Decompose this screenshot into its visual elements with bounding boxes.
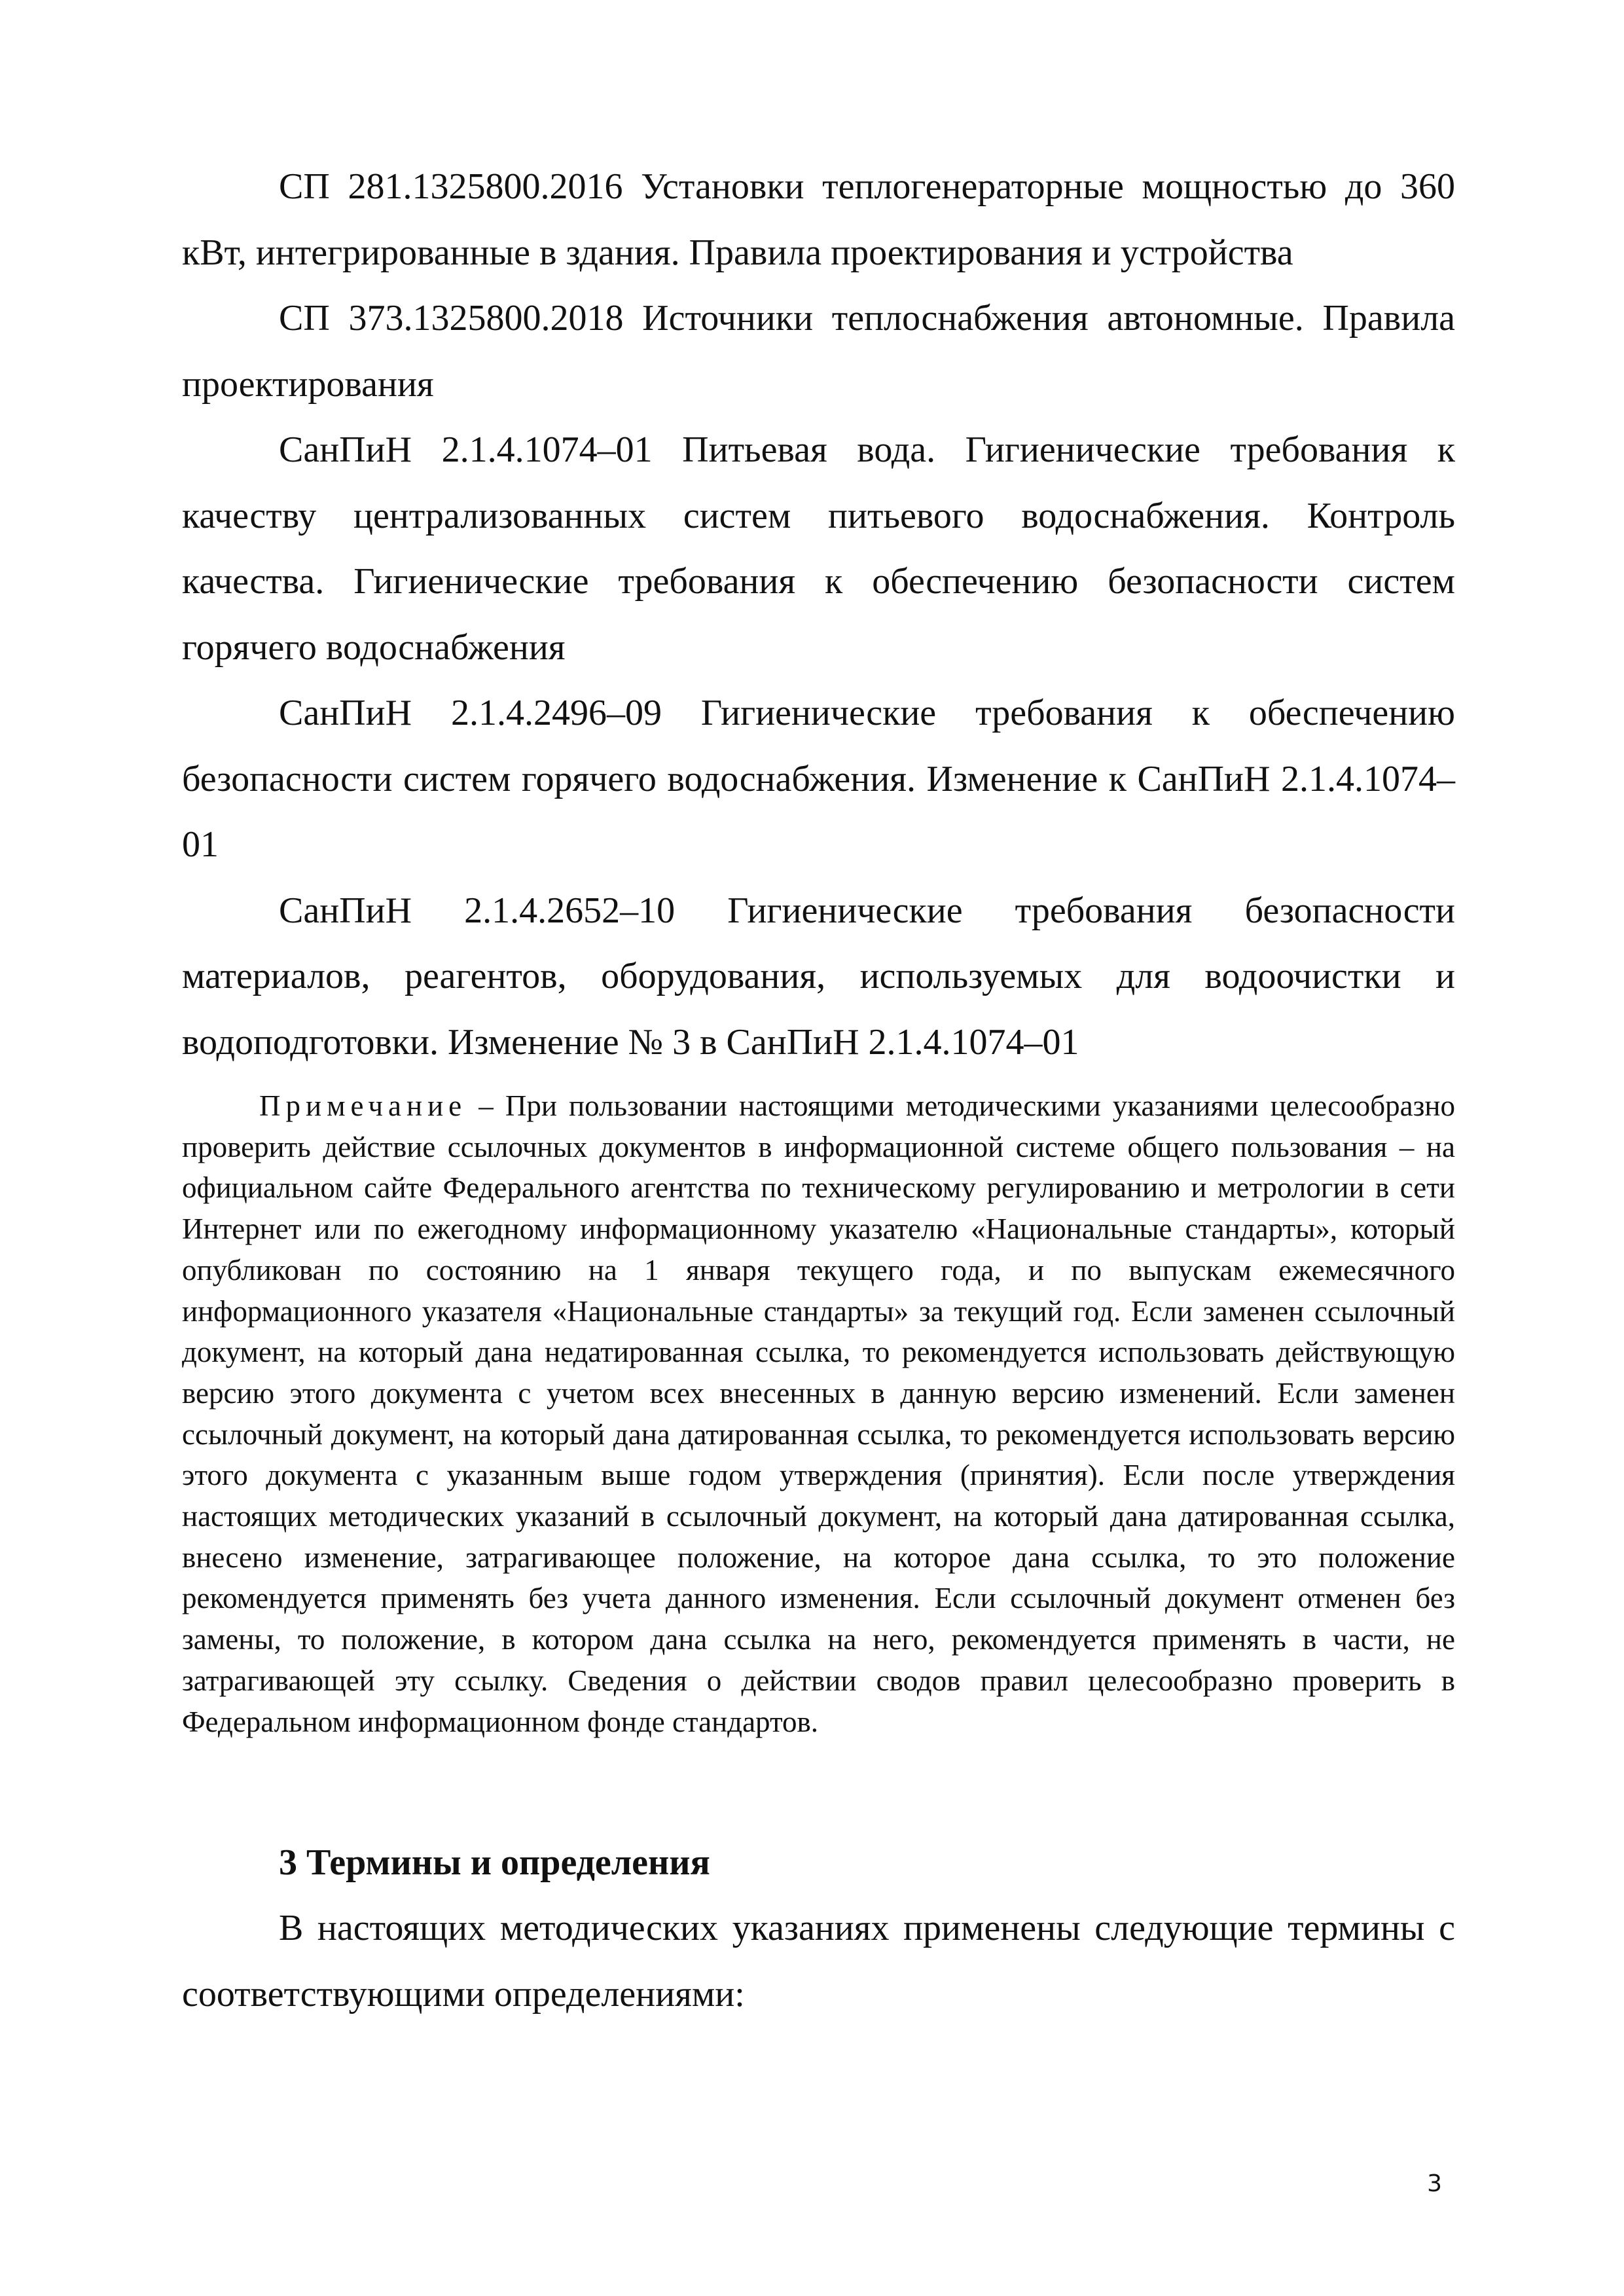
reference-item: СанПиН 2.1.4.2652–10 Гигиенические требования безопасности материалов, реагентов, оборудования, используемых для водоочистки и водоподготовки. Изменение № 3 в СанПиН 2.1.4.1074–01 (182, 890, 1455, 1063)
note-text: – При пользовании настоящими методическими указаниями целесообразно проверить действие ссылочных документов в информационной системе общего пользования – на официальном сайте Федерального агентства по техническому регулированию и метрологии в сети Интернет или по ежегодному информационному указателю «Национальные стандарты», который опубликован по состоянию на 1 января текущего года, и по выпускам ежемесячного информационного указателя «Национальные стандарты» за текущий год. Если заменен ссылочный документ, на который дана недатированная ссылка, то рекомендуется использовать действующую версию этого документа с учетом всех внесенных в данную версию изменений. Если заменен ссылочный документ, на который дана датированная ссылка, то рекомендуется использовать версию этого документа с указанным выше годом утверждения (принятия). Если после утверждения настоящих методических указаний в ссылочный документ, на который дана датированная ссылка, внесено изменение, затрагивающее положение, на которое дана ссылка, то это положение рекомендуется применять без учета данного изменения. Если ссылочный документ отменен без замены, то положение, в котором дана ссылка на него, рекомендуется применять в части, не затрагивающей эту ссылку. Сведения о действии сводов правил целесообразно проверить в Федеральном информационном фонде стандартов. (182, 1089, 1455, 1738)
note-label: Примечание (259, 1089, 467, 1122)
reference-item: СанПиН 2.1.4.2496–09 Гигиенические требования к обеспечению безопасности систем горячего водоснабжения. Изменение к СанПиН 2.1.4.1074–01 (182, 693, 1455, 865)
reference-item: СанПиН 2.1.4.1074–01 Питьевая вода. Гигиенические требования к качеству централизованных систем питьевого водоснабжения. Контроль качества. Гигиенические требования к обеспечению безопасности систем горячего водоснабжения (182, 429, 1455, 668)
page-number: 3 (1427, 2170, 1442, 2197)
section-intro: В настоящих методических указаниях применены следующие термины с соответствующими определениями: (182, 1908, 1455, 2014)
reference-item: СП 281.1325800.2016 Установки теплогенераторные мощностью до 360 кВт, интегрированные в здания. Правила проектирования и устройства (182, 166, 1455, 273)
note-paragraph (182, 1085, 1455, 1742)
page-content (182, 154, 1455, 2027)
reference-item: СП 373.1325800.2018 Источники теплоснабжения автономные. Правила проектирования (182, 298, 1455, 405)
section-heading: 3 Термины и определения (279, 1842, 710, 1884)
